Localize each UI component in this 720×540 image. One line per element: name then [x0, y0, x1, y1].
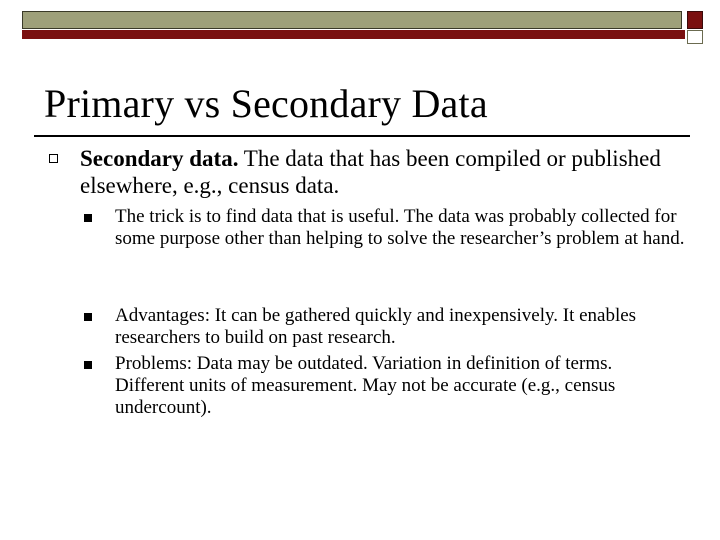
bullet-level1-lead: Secondary data.: [80, 146, 239, 171]
header-decoration-square-outline: [687, 30, 703, 44]
bullet-level1-body: The data that has been compiled or published elsewhere, e.g., census data.: [80, 146, 661, 198]
filled-square-bullet-icon: [84, 313, 92, 321]
bullet-level2-text: The trick is to find data that is useful. The data was probably collected for some purpose other than helping to solve the researcher’s problem at hand.: [115, 206, 685, 249]
hollow-square-bullet-icon: [49, 154, 58, 163]
header-decoration-square: [687, 11, 703, 29]
bullet-level1-text: [80, 145, 690, 199]
title-divider: [34, 135, 690, 137]
bullet-level2-text: Advantages: It can be gathered quickly and inexpensively. It enables researchers to build on past research.: [115, 305, 637, 348]
bullet-level2-text: Problems: Data may be outdated. Variation in definition of terms. Different units of measurement. May not be accurate (e.g., census undercount).: [115, 353, 616, 418]
header-decoration-bar: [22, 11, 682, 29]
filled-square-bullet-icon: [84, 214, 92, 222]
header-decoration-band: [22, 30, 685, 39]
filled-square-bullet-icon: [84, 361, 92, 369]
slide-title: Primary vs Secondary Data: [44, 81, 488, 126]
